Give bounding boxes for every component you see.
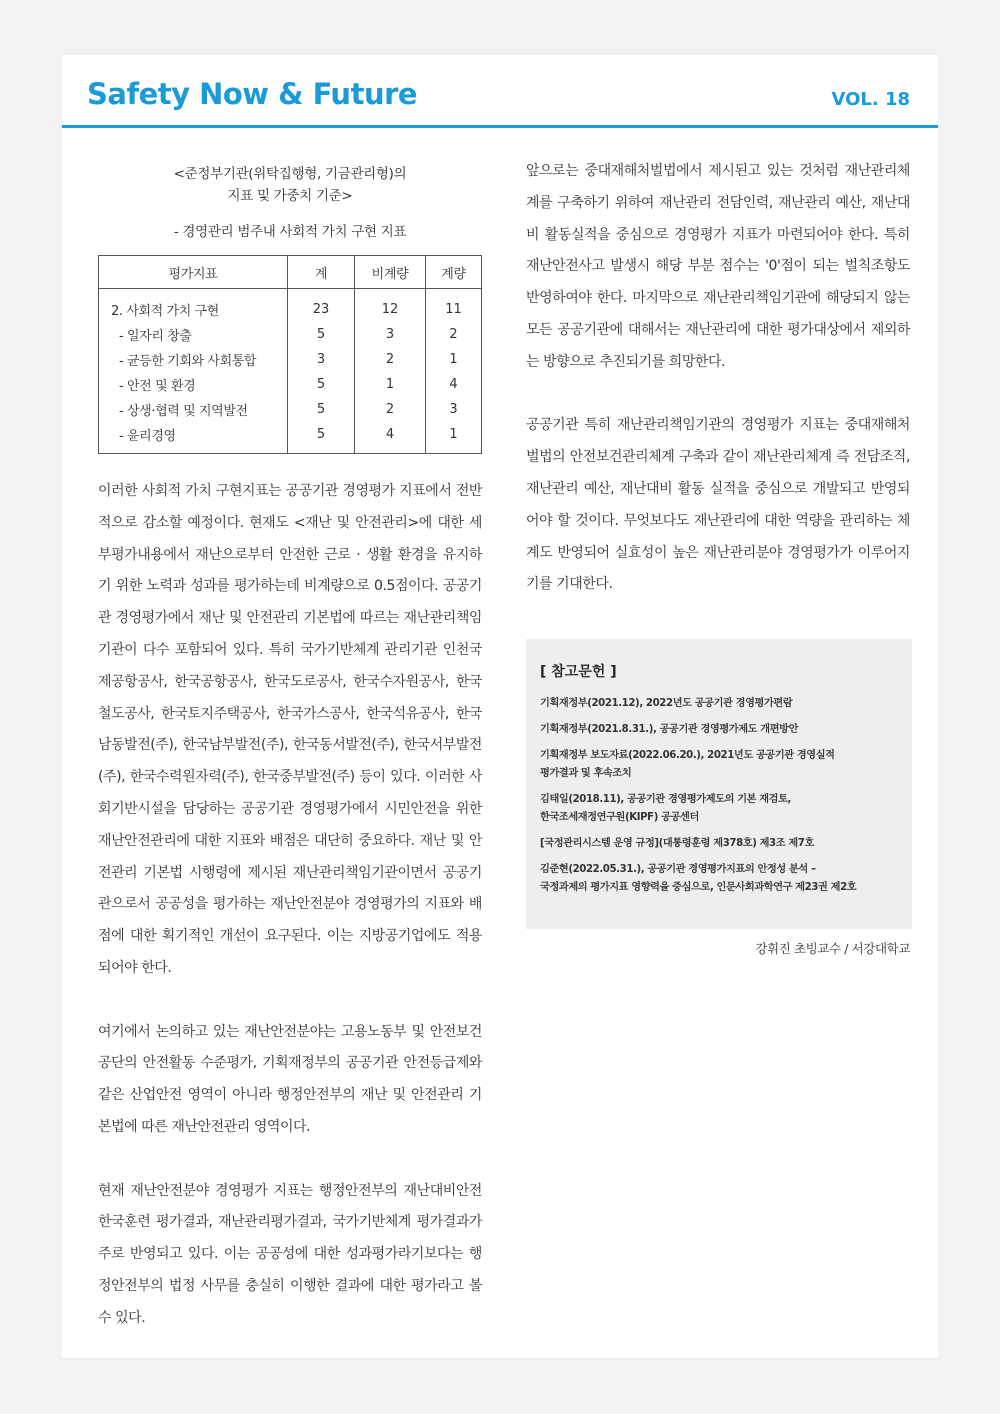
reference-line: 김준현(2022.05.31.), 공공기관 경영평가지표의 안정성 분석 – <box>540 864 816 876</box>
nonquant-cell: 3 <box>355 322 426 347</box>
author-credit: 강휘진 초빙교수 / 서강대학교 <box>755 941 910 957</box>
left-column <box>98 163 482 1335</box>
body-paragraph: 여기에서 논의하고 있는 재난안전분야는 고용노동부 및 안전보건공단의 안전활동 수준평가, 기획재정부의 공공기관 안전등급제와 같은 산업안전 영역이 아니라 행정안전부의 재난 및 안전관리 기본법에 따른 재난안전관리 영역이다. <box>98 1023 482 1135</box>
total-cell: 5 <box>288 422 355 454</box>
reference-line: 국정과제의 평가지표 영향력을 중심으로, 인문사회과학연구 제23권 제2호 <box>540 882 857 894</box>
total-cell: 5 <box>288 372 355 397</box>
indicator-name: - 상생·협력 및 지역발전 <box>99 397 288 422</box>
indicator-name: - 안전 및 환경 <box>99 372 288 397</box>
reference-item <box>540 721 898 739</box>
reference-line: 한국조세재정연구원(KIPF) 공공센터 <box>540 812 699 824</box>
header-divider <box>62 125 938 128</box>
table-row <box>99 372 482 397</box>
quant-cell: 4 <box>426 372 482 397</box>
table-row <box>99 322 482 347</box>
total-cell: 3 <box>288 347 355 372</box>
left-body <box>98 476 482 1335</box>
total-cell: 5 <box>288 397 355 422</box>
reference-line: 기획재정부 보도자료(2022.06.20.), 2021년도 공공기관 경영실적 <box>540 750 835 762</box>
column-header: 비계량 <box>355 256 426 289</box>
page <box>62 55 938 1358</box>
quant-cell: 11 <box>426 289 482 323</box>
reference-line: 기획재정부(2021.8.31.), 공공기관 경영평가제도 개편방안 <box>540 724 799 736</box>
volume-label: VOL. 18 <box>831 89 910 110</box>
body-paragraph: 공공기관 특히 재난관리책임기관의 경영평가 지표는 중대재해처벌법의 안전보건관리체계 구축과 같이 재난관리체계 즉 전담조직, 재난관리 예산, 재난대비 활동 실적을 중심으로 개발되고 반영되어야 할 것이다. 무엇보다도 재난관리에 대한 역량을 관리하는 체계도 반영되어 실효성이 높은 재난관리분야 경영평가가 이루어지기를 기대한다. <box>526 417 910 593</box>
column-header: 계량 <box>426 256 482 289</box>
reference-line: 평가결과 및 후속조치 <box>540 768 632 780</box>
header <box>62 55 938 128</box>
nonquant-cell: 2 <box>355 397 426 422</box>
quant-cell: 1 <box>426 347 482 372</box>
quant-cell: 1 <box>426 422 482 454</box>
nonquant-cell: 4 <box>355 422 426 454</box>
body-paragraph: 앞으로는 중대재해처벌법에서 제시된고 있는 것처럼 재난관리체계를 구축하기 위하여 재난관리 전담인력, 재난관리 예산, 재난대비 활동실적을 중심으로 경영평가 지표가 마련되어야 한다. 특히 재난안전사고 발생시 해당 부분 점수는 '0'점이 되는 벌칙조항도 반영하여야 한다. 마지막으로 재난관리책임기관에 해당되지 않는 모든 공공기관에 대해서는 재난관리에 대한 평가대상에서 제외하는 방향으로 추진되기를 희망한다. <box>526 163 910 370</box>
body-paragraph: 현재 재난안전분야 경영평가 지표는 행정안전부의 재난대비안전한국훈련 평가결과, 재난관리평가결과, 국가기반체계 평가결과가 주로 반영되고 있다. 이는 공공성에 대한 성과평가라기보다는 행정안전부의 법정 사무를 충실히 이행한 결과에 대한 평가라고 볼 수 있다. <box>98 1182 482 1326</box>
reference-item <box>540 835 898 853</box>
reference-item <box>540 747 898 783</box>
reference-item <box>540 695 898 713</box>
nonquant-cell: 2 <box>355 347 426 372</box>
quant-cell: 3 <box>426 397 482 422</box>
reference-item <box>540 861 898 897</box>
column-header: 평가지표 <box>99 256 288 289</box>
caption-line: <준정부기관(위탁집행형, 기금관리형)의 <box>173 166 407 182</box>
indicator-name: - 균등한 기회와 사회통합 <box>99 347 288 372</box>
references-box <box>526 639 912 929</box>
references-title: [ 참고문헌 ] <box>540 664 617 681</box>
table-row <box>99 289 482 323</box>
indicator-table <box>98 255 482 454</box>
caption-line: 지표 및 가중치 기준> <box>227 188 353 204</box>
reference-line: [국정관리시스템 운영 규정](대통령훈령 제378호) 제3조 제7호 <box>540 838 814 850</box>
table-row <box>99 397 482 422</box>
total-cell: 23 <box>288 289 355 323</box>
caption-subtitle: - 경영관리 범주내 사회적 가치 구현 지표 <box>173 224 407 240</box>
quant-cell: 2 <box>426 322 482 347</box>
table-header-row <box>99 256 482 289</box>
indicator-name: - 윤리경영 <box>99 422 288 454</box>
indicator-name: 2. 사회적 가치 구현 <box>99 289 288 323</box>
column-header: 계 <box>288 256 355 289</box>
table-row <box>99 347 482 372</box>
table-row <box>99 422 482 454</box>
nonquant-cell: 12 <box>355 289 426 323</box>
table-caption <box>98 163 482 243</box>
right-column <box>526 156 910 957</box>
indicator-name: - 일자리 창출 <box>99 322 288 347</box>
reference-item <box>540 791 898 827</box>
reference-line: 김태일(2018.11), 공공기관 경영평가제도의 기본 재검토, <box>540 794 792 806</box>
total-cell: 5 <box>288 322 355 347</box>
nonquant-cell: 1 <box>355 372 426 397</box>
brand-title: Safety Now & Future <box>87 77 418 111</box>
body-paragraph: 이러한 사회적 가치 구현지표는 공공기관 경영평가 지표에서 전반적으로 감소할 예정이다. 현재도 <재난 및 안전관리>에 대한 세부평가내용에서 재난으로부터 안전한 근로 · 생활 환경을 유지하기 위한 노력과 성과를 평가하는데 비계량으로 0.5점이다. 공공기관 경영평가에서 재난 및 안전관리 기본법에 따르는 재난관리책임기관이 다수 포함되어 있다. 특히 국가기반체계 관리기관 인천국제공항공사, 한국공항공사, 한국도로공사, 한국수자원공사, 한국철도공사, 한국토지주택공사, 한국가스공사, 한국석유공사, 한국남동발전(주), 한국남부발전(주), 한국동서발전(주), 한국서부발전(주), 한국수력원자력(주), 한국중부발전(주) 등이 있다. 이러한 사회기반시설을 담당하는 공공기관 경영평가에서 시민안전을 위한 재난안전관리에 대한 지표와 배점은 대단히 중요하다. 재난 및 안전관리 기본법 시행령에 제시된 재난관리책임기관이면서 공공기관으로서 공공성을 평가하는 재난안전분야 경영평가의 지표와 배점에 대한 획기적인 개선이 요구된다. 이는 지방공기업에도 적용되어야 한다. <box>98 483 482 976</box>
reference-line: 기획재정부(2021.12), 2022년도 공공기관 경영평가편람 <box>540 698 793 710</box>
